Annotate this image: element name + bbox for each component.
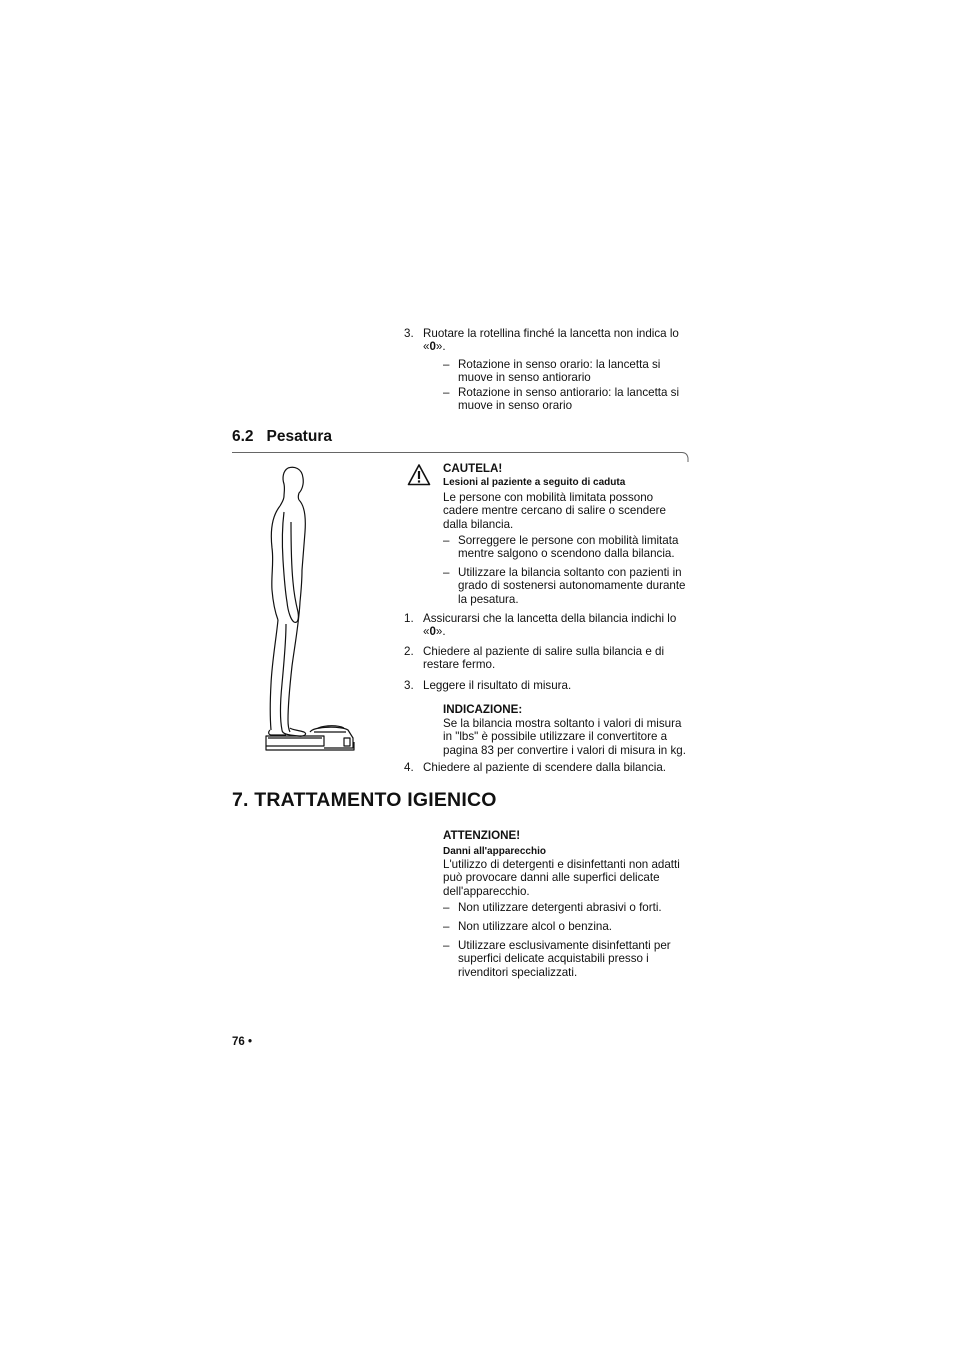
- person-on-scale-illustration: [258, 462, 358, 754]
- list-number: 3.: [404, 327, 414, 340]
- caution-subtitle: Lesioni al paziente a seguito di caduta: [443, 477, 626, 488]
- bullet-text: Utilizzare esclusivamente disinfettanti per superfici delicate acquistabili presso i rivenditori specializzati.: [458, 939, 671, 979]
- caution-body: Le persone con mobilità limitata possono cadere mentre cercano di salire o scendere dalla bilancia.: [443, 491, 666, 531]
- bullet-dash: –: [443, 386, 450, 399]
- bullet-text: Non utilizzare detergenti abrasivi o forti.: [458, 901, 662, 914]
- bullet-text: Rotazione in senso orario: la lancetta si muove in senso antiorario: [458, 358, 661, 385]
- step-text: Leggere il risultato di misura.: [423, 679, 572, 692]
- bullet-text: Non utilizzare alcol o benzina.: [458, 920, 613, 933]
- warning-triangle-icon: [407, 463, 431, 487]
- bullet-text: Sorreggere le persone con mobilità limitata mentre salgono o scendono dalla bilancia.: [458, 534, 679, 561]
- note-label: INDICAZIONE:: [443, 703, 523, 716]
- step-number: 2.: [404, 645, 414, 658]
- note-body: Se la bilancia mostra soltanto i valori di misura in "lbs" è possibile utilizzare il convertitore a pagina 83 per convertire i valori di misura in kg.: [443, 717, 686, 757]
- bullet-dash: –: [443, 534, 450, 547]
- section-heading: 6.2 Pesatura: [232, 428, 332, 445]
- attention-label: ATTENZIONE!: [443, 829, 521, 842]
- list-item-text: Ruotare la rotellina finché la lancetta non indica lo «0».: [423, 327, 679, 354]
- chapter-heading: 7. TRATTAMENTO IGIENICO: [232, 789, 497, 811]
- step-number: 4.: [404, 761, 414, 774]
- step-text: Assicurarsi che la lancetta della bilancia indichi lo «0».: [423, 612, 677, 639]
- step-number: 1.: [404, 612, 414, 625]
- bullet-text: Utilizzare la bilancia soltanto con pazienti in grado di sostenersi autonomamente durante la pesatura.: [458, 566, 686, 606]
- bullet-text: Rotazione in senso antiorario: la lancetta si muove in senso orario: [458, 386, 680, 413]
- step-number: 3.: [404, 679, 414, 692]
- bullet-dash: –: [443, 939, 450, 952]
- page-number: 76 •: [232, 1036, 253, 1048]
- attention-subtitle: Danni all'apparecchio: [443, 846, 546, 857]
- bullet-dash: –: [443, 901, 450, 914]
- step-text: Chiedere al paziente di salire sulla bilancia e di restare fermo.: [423, 645, 665, 672]
- bullet-dash: –: [443, 920, 450, 933]
- attention-body: L'utilizzo di detergenti e disinfettanti non adatti può provocare danni alle superfici delicate dell'apparecchio.: [443, 858, 680, 898]
- bullet-dash: –: [443, 566, 450, 579]
- bullet-dash: –: [443, 358, 450, 371]
- caution-label: CAUTELA!: [443, 462, 503, 475]
- step-text: Chiedere al paziente di scendere dalla bilancia.: [423, 761, 666, 774]
